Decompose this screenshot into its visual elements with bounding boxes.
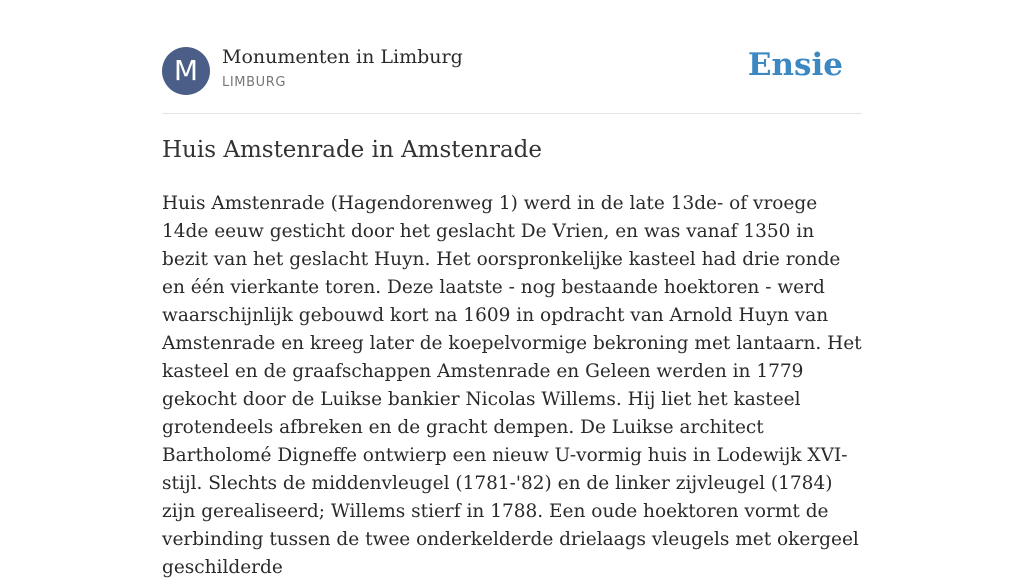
site-name[interactable]: Monumenten in Limburg [222,46,463,68]
avatar[interactable]: M [162,47,210,95]
site-category[interactable]: LIMBURG [222,75,287,90]
header [162,0,862,114]
ensie-logo[interactable]: Ensie [747,47,843,83]
article-title: Huis Amstenrade in Amstenrade [162,137,542,163]
page [162,0,862,578]
article-body: Huis Amstenrade (Hagendorenweg 1) werd in de late 13de- of vroege 14de eeuw gesticht door het geslacht De Vrien, en was vanaf 1350 in bezit van het geslacht Huyn. Het oorspronkelijke kasteel had drie ronde en één vierkante toren. Deze laatste - nog bestaande hoektoren - werd waarschijnlijk gebouwd kort na 1609 in opdracht van Arnold Huyn van Amstenrade en kreeg later de koepelvormige bekroning met lantaarn. Het kasteel en de graafschappen Amstenrade en Geleen werden in 1779 gekocht door de Luikse bankier Nicolas Willems. Hij liet het kasteel grotendeels afbreken en de gracht dempen. De Luikse architect Bartholomé Digneffe ontwierp een nieuw U-vormig huis in Lodewijk XVI-stijl. Slechts de middenvleugel (1781-'82) en de linker zijvleugel (1784) zijn gerealiseerd; Willems stierf in 1788. Een oude hoektoren vormt de verbinding tussen de twee onderkelderde drielaags vleugels met okergeel geschilderde [162,193,862,578]
